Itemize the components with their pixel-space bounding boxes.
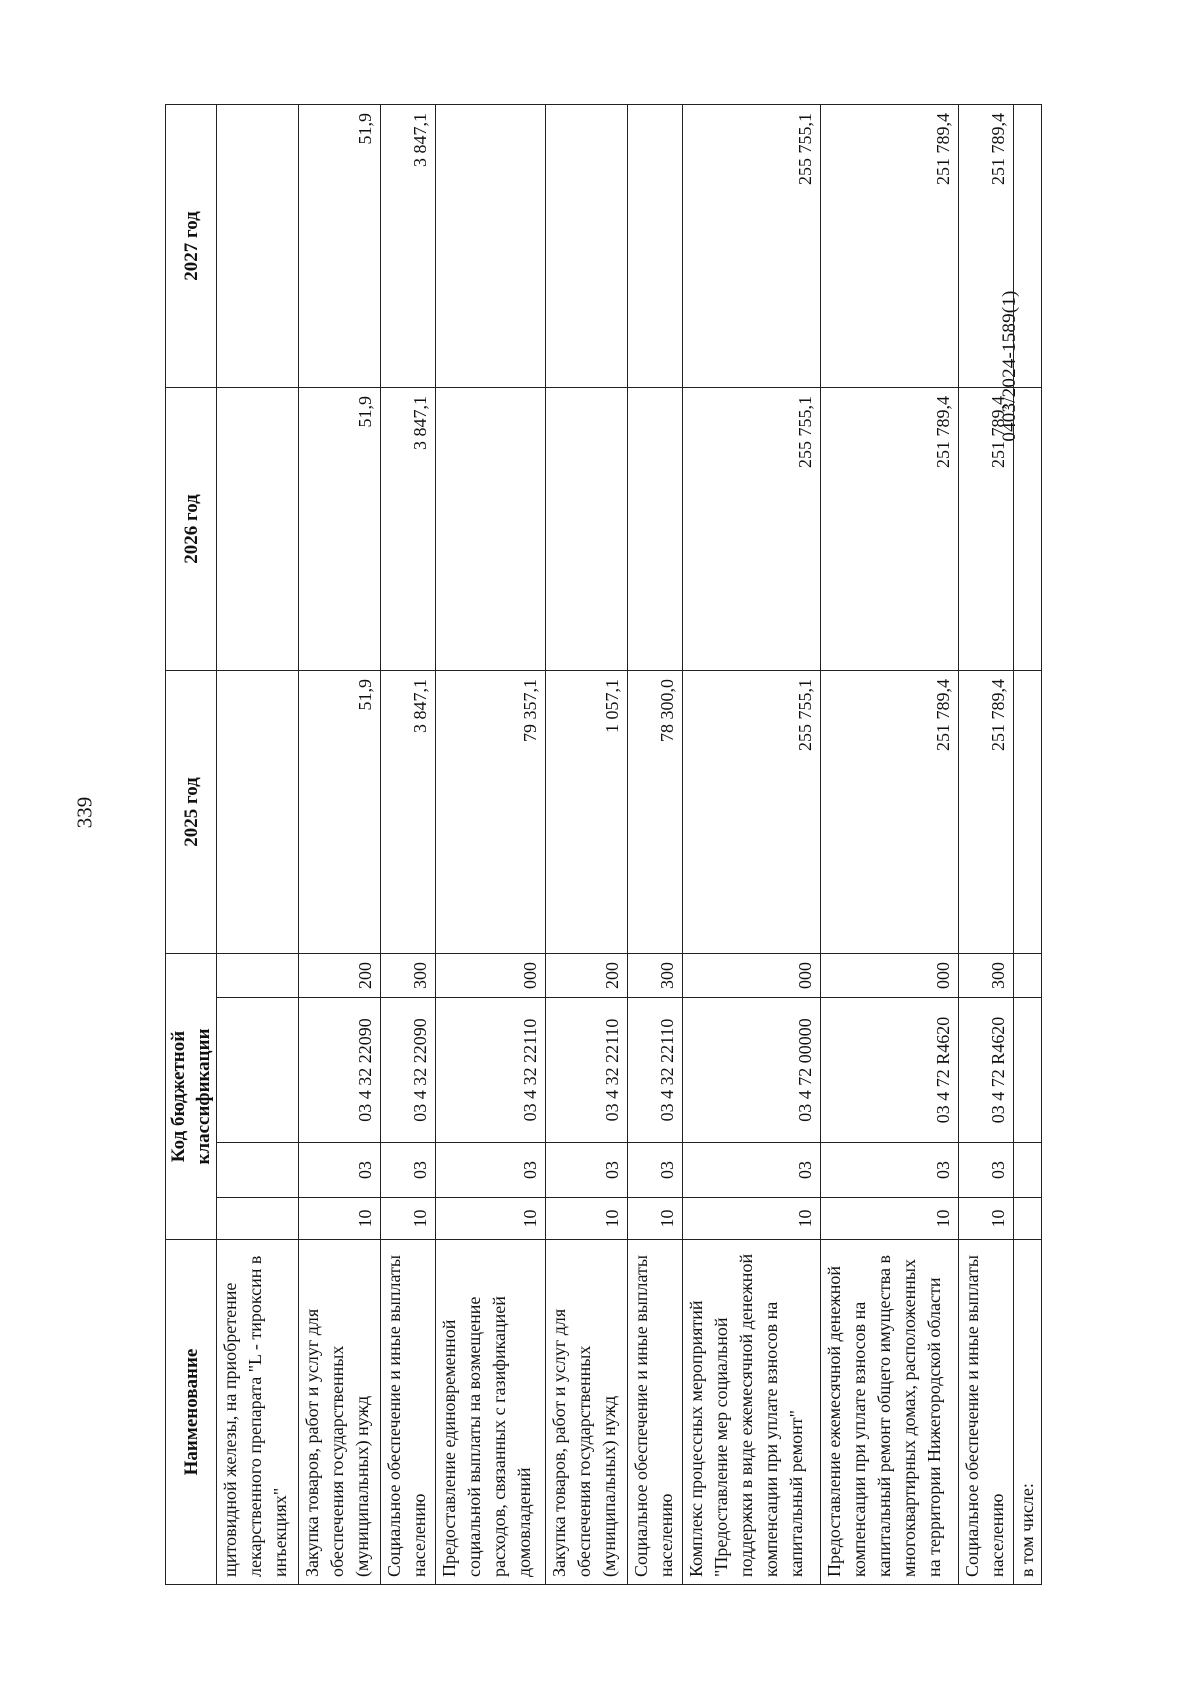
table-row — [381, 104, 436, 1584]
table-body — [217, 104, 1042, 1584]
code-expense-type: 000 — [436, 953, 546, 997]
value-2026: 255 755,1 — [683, 387, 821, 670]
value-2027 — [628, 104, 683, 387]
value-2027: 255 755,1 — [683, 104, 821, 387]
value-2025: 251 789,4 — [821, 670, 959, 953]
value-2026: 251 789,4 — [959, 387, 1014, 670]
code-section: 10 — [546, 1198, 628, 1240]
value-2025 — [217, 670, 299, 953]
document-code: 0403/2024-1589(1) — [999, 290, 1020, 442]
table-row — [1014, 104, 1042, 1584]
value-2025: 51,9 — [299, 670, 381, 953]
value-2027: 51,9 — [299, 104, 381, 387]
code-expense-type: 000 — [683, 953, 821, 997]
row-name: Социальное обеспечение и иные выплаты населению — [628, 1240, 683, 1585]
value-2027: 251 789,4 — [821, 104, 959, 387]
code-expense-type: 300 — [381, 953, 436, 997]
code-subsection — [1014, 1143, 1042, 1198]
table-row — [299, 104, 381, 1584]
code-section: 10 — [381, 1198, 436, 1240]
table-row — [628, 104, 683, 1584]
table-row — [821, 104, 959, 1584]
row-name: Предоставление единовременной социальной выплаты на возмещение расходов, связанных с газификацией домовладений — [436, 1240, 546, 1585]
code-section: 10 — [628, 1198, 683, 1240]
value-2026 — [436, 387, 546, 670]
header-2025: 2025 год — [166, 670, 217, 953]
row-name: Закупка товаров, работ и услуг для обеспечения государственных (муниципальных) нужд — [546, 1240, 628, 1585]
code-subsection: 03 — [628, 1143, 683, 1198]
code-section — [217, 1198, 299, 1240]
code-subsection: 03 — [821, 1143, 959, 1198]
value-2026 — [1014, 387, 1042, 670]
value-2027: 251 789,4 — [959, 104, 1014, 387]
row-name: щитовидной железы, на приобретение лекарственного препарата "L - тироксин в инъекциях" — [217, 1240, 299, 1585]
value-2025: 255 755,1 — [683, 670, 821, 953]
budget-table — [165, 104, 1042, 1585]
table-row — [546, 104, 628, 1584]
code-subsection — [217, 1143, 299, 1198]
code-expense-type: 200 — [546, 953, 628, 997]
value-2027: 3 847,1 — [381, 104, 436, 387]
code-expense-type — [1014, 953, 1042, 997]
table-row — [436, 104, 546, 1584]
header-code-group: Код бюджетной классификации — [166, 953, 217, 1239]
code-target-article — [1014, 998, 1042, 1143]
value-2027 — [546, 104, 628, 387]
code-expense-type: 300 — [959, 953, 1014, 997]
code-target-article: 03 4 32 22110 — [546, 998, 628, 1143]
code-section: 10 — [683, 1198, 821, 1240]
header-2027: 2027 год — [166, 104, 217, 387]
code-section: 10 — [436, 1198, 546, 1240]
code-target-article: 03 4 72 R4620 — [959, 998, 1014, 1143]
rotated-table-wrapper — [165, 105, 1037, 1585]
code-target-article: 03 4 32 22110 — [436, 998, 546, 1143]
code-expense-type: 300 — [628, 953, 683, 997]
table-row — [959, 104, 1014, 1584]
code-expense-type: 200 — [299, 953, 381, 997]
code-expense-type — [217, 953, 299, 997]
code-subsection: 03 — [299, 1143, 381, 1198]
code-target-article: 03 4 72 R4620 — [821, 998, 959, 1143]
code-section: 10 — [821, 1198, 959, 1240]
value-2025: 251 789,4 — [959, 670, 1014, 953]
row-name: Социальное обеспечение и иные выплаты населению — [959, 1240, 1014, 1585]
value-2025: 3 847,1 — [381, 670, 436, 953]
table-row — [217, 104, 299, 1584]
table-row — [683, 104, 821, 1584]
code-subsection: 03 — [436, 1143, 546, 1198]
row-name: Социальное обеспечение и иные выплаты населению — [381, 1240, 436, 1585]
value-2027 — [436, 104, 546, 387]
value-2026: 51,9 — [299, 387, 381, 670]
code-expense-type: 000 — [821, 953, 959, 997]
row-name: в том числе: — [1014, 1240, 1042, 1585]
value-2025: 79 357,1 — [436, 670, 546, 953]
code-subsection: 03 — [546, 1143, 628, 1198]
value-2026 — [217, 387, 299, 670]
code-target-article: 03 4 72 00000 — [683, 998, 821, 1143]
code-subsection: 03 — [959, 1143, 1014, 1198]
value-2025 — [1014, 670, 1042, 953]
code-target-article: 03 4 32 22090 — [381, 998, 436, 1143]
code-subsection: 03 — [683, 1143, 821, 1198]
value-2027 — [1014, 104, 1042, 387]
value-2026 — [628, 387, 683, 670]
value-2026: 3 847,1 — [381, 387, 436, 670]
value-2027 — [217, 104, 299, 387]
header-2026: 2026 год — [166, 387, 217, 670]
row-name: Предоставление ежемесячной денежной компенсации при уплате взносов на капитальный ремонт общего имущества в многоквартирных домах, расположенных на территории Нижегородской области — [821, 1240, 959, 1585]
row-name: Комплекс процессных мероприятий "Предоставление мер социальной поддержки в виде ежемесячной денежной компенсации при уплате взносов на капитальный ремонт" — [683, 1240, 821, 1585]
code-target-article — [217, 998, 299, 1143]
table-header-row — [166, 104, 217, 1584]
header-name: Наименование — [166, 1240, 217, 1585]
page-number: 339 — [72, 796, 97, 829]
value-2025: 1 057,1 — [546, 670, 628, 953]
code-section: 10 — [959, 1198, 1014, 1240]
code-subsection: 03 — [381, 1143, 436, 1198]
code-section: 10 — [299, 1198, 381, 1240]
code-target-article: 03 4 32 22090 — [299, 998, 381, 1143]
value-2026 — [546, 387, 628, 670]
row-name: Закупка товаров, работ и услуг для обеспечения государственных (муниципальных) нужд — [299, 1240, 381, 1585]
value-2025: 78 300,0 — [628, 670, 683, 953]
code-section — [1014, 1198, 1042, 1240]
code-target-article: 03 4 32 22110 — [628, 998, 683, 1143]
value-2026: 251 789,4 — [821, 387, 959, 670]
